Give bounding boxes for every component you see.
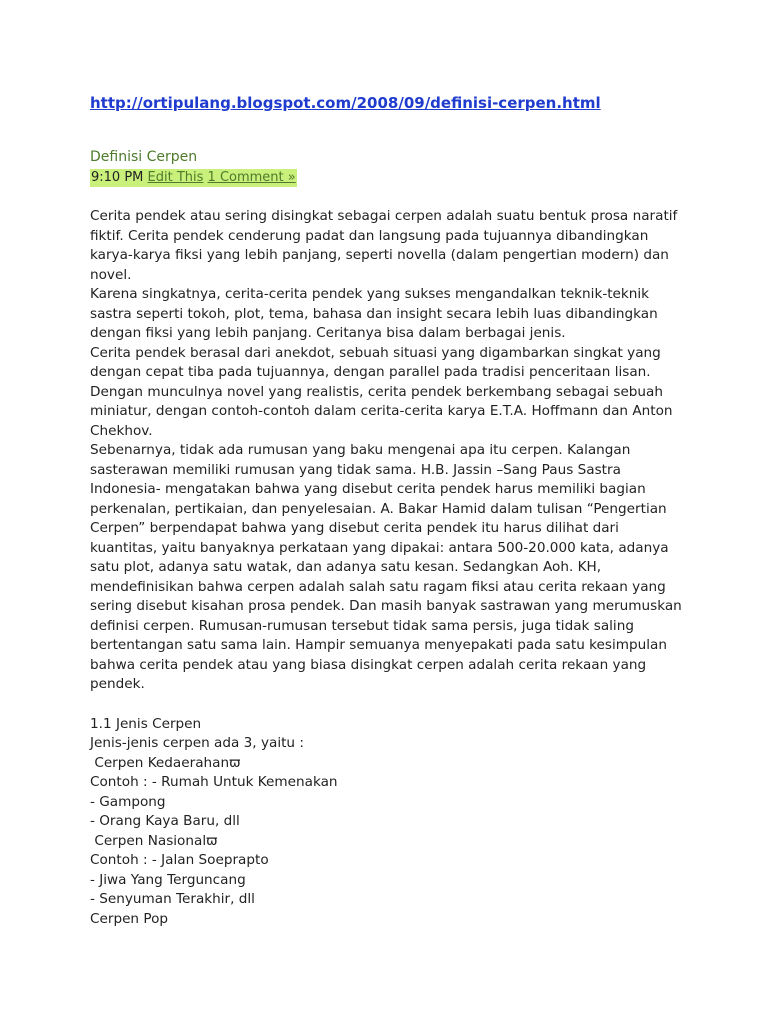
edit-this-link[interactable]: Edit This — [147, 170, 204, 185]
section-line: Cerpen Kedaerahanϖ — [90, 754, 241, 771]
section-line: - Gampong — [90, 793, 166, 810]
section-heading: 1.1 Jenis Cerpen — [90, 715, 202, 732]
section-line: - Jiwa Yang Terguncang — [90, 871, 246, 888]
section-line: - Senyuman Terakhir, dll — [90, 891, 255, 907]
section-line: Contoh : - Jalan Soeprapto — [90, 852, 269, 868]
section-line: Contoh : - Rumah Untuk Kemenakan — [90, 774, 338, 790]
post-time: 9:10 PM — [91, 170, 144, 185]
document-page — [90, 92, 690, 929]
article-body — [90, 207, 690, 695]
section-line: Jenis-jenis cerpen ada 3, yaitu : — [90, 735, 304, 751]
paragraph: Karena singkatnya, cerita-cerita pendek yang sukses mengandalkan teknik-teknik sastra seperti tokoh, plot, tema, bahasa dan insight secara lebih luas dibandingkan dengan fiksi yang lebih panjang. Ceritanya bisa dalam berbagai jenis. — [90, 286, 658, 341]
paragraph: Cerita pendek atau sering disingkat sebagai cerpen adalah suatu bentuk prosa naratif fiktif. Cerita pendek cenderung padat dan langsung pada tujuannya dibandingkan karya-karya fiksi yang lebih panjang, seperti novella (dalam pengertian modern) dan novel. — [90, 208, 678, 283]
source-url-link[interactable]: http://ortipulang.blogspot.com/2008/09/definisi-cerpen.html — [90, 94, 601, 112]
jenis-cerpen-section — [90, 715, 690, 930]
section-line: Cerpen Nasionalϖ — [90, 832, 218, 849]
post-title[interactable]: Definisi Cerpen — [90, 149, 198, 165]
paragraph: Cerita pendek berasal dari anekdot, sebuah situasi yang digambarkan singkat yang dengan cepat tiba pada tujuannya, dengan parallel pada tradisi penceritaan lisan. Dengan munculnya novel yang realistis, cerita pendek berkembang sebagai sebuah miniatur, dengan contoh-contoh dalam cerita-cerita karya E.T.A. Hoffmann dan Anton Chekhov. — [90, 344, 673, 439]
comment-link[interactable]: 1 Comment » — [207, 170, 296, 185]
section-line: Cerpen Pop — [90, 910, 169, 927]
section-line: - Orang Kaya Baru, dll — [90, 813, 240, 829]
post-meta — [90, 169, 297, 187]
paragraph: Sebenarnya, tidak ada rumusan yang baku mengenai apa itu cerpen. Kalangan sasterawan memiliki rumusan yang tidak sama. H.B. Jassin –Sang Paus Sastra Indonesia- mengatakan bahwa yang disebut cerita pendek harus memiliki bagian perkenalan, pertikaian, dan penyelesaian. A. Bakar Hamid dalam tulisan “Pengertian Cerpen” berpendapat bahwa yang disebut cerita pendek itu harus dilihat dari kuantitas, yaitu banyaknya perkataan yang dipakai: antara 500-20.000 kata, adanya satu plot, adanya satu watak, dan adanya satu kesan. Sedangkan Aoh. KH, mendefinisikan bahwa cerpen adalah salah satu ragam fiksi atau cerita rekaan yang sering disebut kisahan prosa pendek. Dan masih banyak sastrawan yang merumuskan definisi cerpen. Rumusan-rumusan tersebut tidak sama persis, juga tidak saling bertentangan satu sama lain. Hampir semuanya menyepakati pada satu kesimpulan bahwa cerita pendek atau yang biasa disingkat cerpen adalah cerita rekaan yang pendek. — [90, 442, 682, 692]
